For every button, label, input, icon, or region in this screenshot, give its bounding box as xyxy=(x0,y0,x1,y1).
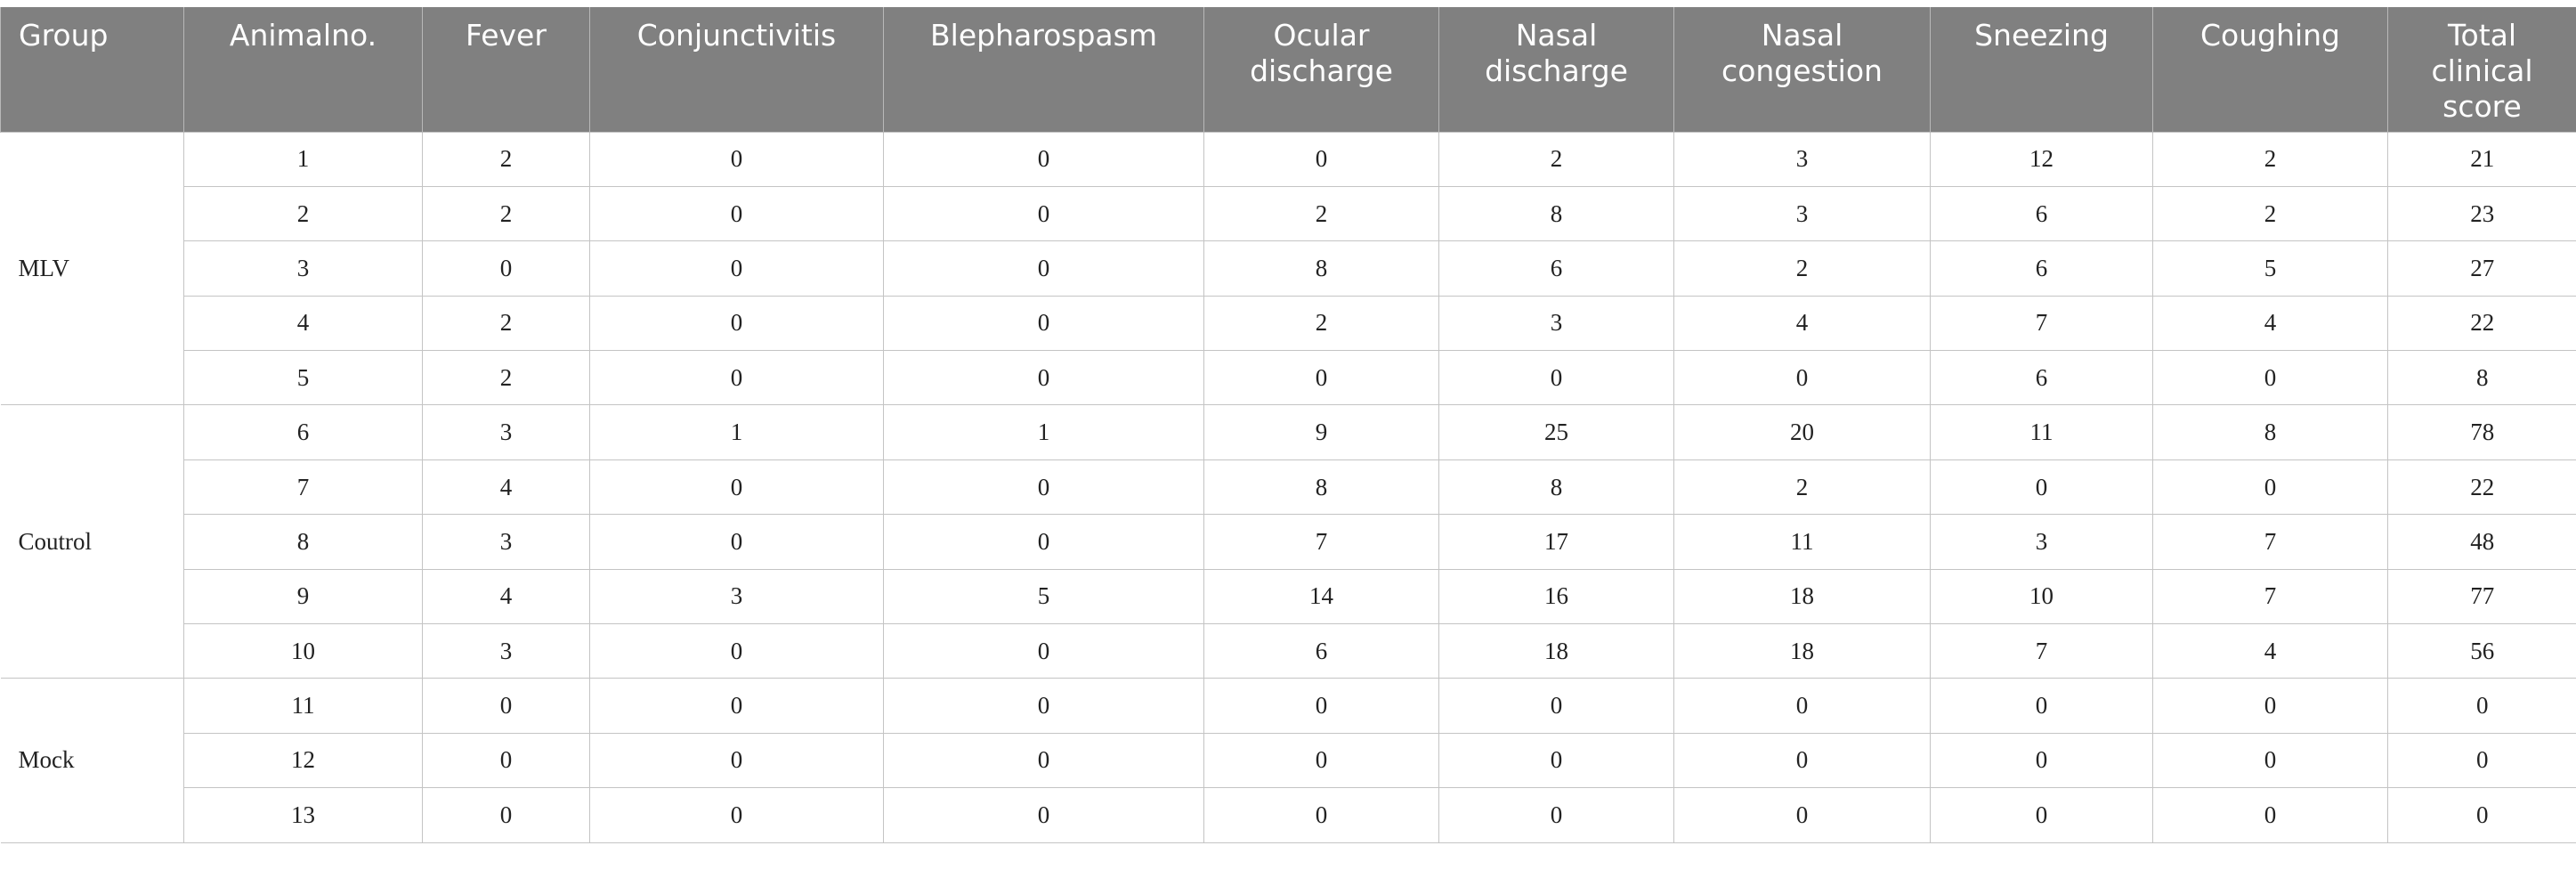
table-cell: 0 xyxy=(590,788,884,842)
table-cell: 7 xyxy=(184,459,423,514)
header-total-clinical-score: Total clinical score xyxy=(2388,7,2576,132)
table-cell: 2 xyxy=(184,186,423,240)
table-cell: 0 xyxy=(1931,459,2153,514)
table-cell: 3 xyxy=(423,515,590,569)
header-ocular-discharge: Ocular discharge xyxy=(1204,7,1439,132)
table-cell: 0 xyxy=(1674,788,1931,842)
table-cell: 0 xyxy=(1439,788,1674,842)
table-cell: 7 xyxy=(2153,569,2388,623)
table-cell: 0 xyxy=(884,132,1204,186)
table-container xyxy=(0,7,2576,843)
table-cell: 3 xyxy=(590,569,884,623)
table-cell: 5 xyxy=(884,569,1204,623)
table-row xyxy=(1,515,2576,569)
table-cell: 23 xyxy=(2388,186,2576,240)
table-cell: 0 xyxy=(2388,733,2576,787)
table-cell: 2 xyxy=(1674,459,1931,514)
table-cell: 4 xyxy=(2153,624,2388,679)
table-cell: 3 xyxy=(184,241,423,296)
table-cell: 7 xyxy=(2153,515,2388,569)
table-cell: 27 xyxy=(2388,241,2576,296)
table-cell: 9 xyxy=(1204,405,1439,459)
table-cell: 1 xyxy=(184,132,423,186)
table-cell: 18 xyxy=(1674,624,1931,679)
table-header xyxy=(1,7,2576,132)
table-row xyxy=(1,733,2576,787)
table-cell: 2 xyxy=(423,296,590,350)
table-cell: 22 xyxy=(2388,296,2576,350)
table-cell: 11 xyxy=(184,679,423,733)
table-cell: 2 xyxy=(1204,296,1439,350)
table-cell: 11 xyxy=(1674,515,1931,569)
table-cell: 56 xyxy=(2388,624,2576,679)
table-cell: 0 xyxy=(1439,679,1674,733)
table-cell: 2 xyxy=(423,132,590,186)
table-cell: 0 xyxy=(590,733,884,787)
header-group: Group xyxy=(1,7,184,132)
table-cell: 0 xyxy=(590,186,884,240)
table-cell: 6 xyxy=(1931,351,2153,405)
table-row xyxy=(1,624,2576,679)
table-cell: 1 xyxy=(884,405,1204,459)
table-cell: 3 xyxy=(1931,515,2153,569)
table-cell: 6 xyxy=(184,405,423,459)
table-cell: 1 xyxy=(590,405,884,459)
table-cell: 0 xyxy=(423,679,590,733)
table-cell: 10 xyxy=(184,624,423,679)
table-cell: 20 xyxy=(1674,405,1931,459)
table-cell: 0 xyxy=(1204,788,1439,842)
table-cell: 4 xyxy=(2153,296,2388,350)
table-cell: 3 xyxy=(1439,296,1674,350)
table-row xyxy=(1,186,2576,240)
table-cell: 4 xyxy=(423,569,590,623)
table-cell: 2 xyxy=(2153,186,2388,240)
table-cell: 0 xyxy=(2153,351,2388,405)
table-cell: 8 xyxy=(2388,351,2576,405)
table-cell: 0 xyxy=(884,296,1204,350)
table-cell: 18 xyxy=(1439,624,1674,679)
table-cell: 0 xyxy=(423,733,590,787)
table-cell: 0 xyxy=(590,296,884,350)
table-cell: 16 xyxy=(1439,569,1674,623)
table-row xyxy=(1,569,2576,623)
table-cell: 8 xyxy=(184,515,423,569)
table-cell: 4 xyxy=(423,459,590,514)
header-conjunctivitis: Conjunctivitis xyxy=(590,7,884,132)
table-cell: 0 xyxy=(2153,679,2388,733)
table-cell: 21 xyxy=(2388,132,2576,186)
table-cell: 0 xyxy=(590,459,884,514)
table-cell: 2 xyxy=(1439,132,1674,186)
table-cell: 5 xyxy=(184,351,423,405)
table-cell: 8 xyxy=(1204,459,1439,514)
table-cell: 2 xyxy=(1204,186,1439,240)
header-coughing: Coughing xyxy=(2153,7,2388,132)
header-blepharospasm: Blepharospasm xyxy=(884,7,1204,132)
table-cell: 14 xyxy=(1204,569,1439,623)
table-cell: 25 xyxy=(1439,405,1674,459)
table-cell: 22 xyxy=(2388,459,2576,514)
table-row xyxy=(1,132,2576,186)
table-cell: 0 xyxy=(884,679,1204,733)
table-cell: 13 xyxy=(184,788,423,842)
table-cell: 0 xyxy=(1204,733,1439,787)
table-cell: 7 xyxy=(1931,296,2153,350)
table-cell: 77 xyxy=(2388,569,2576,623)
table-cell: 7 xyxy=(1204,515,1439,569)
table-cell: 8 xyxy=(1439,186,1674,240)
table-cell: 0 xyxy=(884,351,1204,405)
table-row xyxy=(1,405,2576,459)
table-cell: 4 xyxy=(184,296,423,350)
table-cell: 6 xyxy=(1931,241,2153,296)
table-cell: 8 xyxy=(1439,459,1674,514)
table-cell: 0 xyxy=(1204,351,1439,405)
header-row xyxy=(1,7,2576,132)
table-cell: 6 xyxy=(1439,241,1674,296)
table-cell: 9 xyxy=(184,569,423,623)
table-cell: 0 xyxy=(884,515,1204,569)
table-row xyxy=(1,788,2576,842)
table-cell: 0 xyxy=(2153,459,2388,514)
table-cell: 5 xyxy=(2153,241,2388,296)
table-cell: 8 xyxy=(1204,241,1439,296)
table-cell: 0 xyxy=(1204,132,1439,186)
group-label-cell: Mock xyxy=(1,679,184,842)
table-cell: 0 xyxy=(590,132,884,186)
table-cell: 0 xyxy=(1931,733,2153,787)
table-cell: 0 xyxy=(884,788,1204,842)
table-cell: 6 xyxy=(1931,186,2153,240)
table-cell: 0 xyxy=(884,459,1204,514)
table-cell: 12 xyxy=(184,733,423,787)
table-cell: 18 xyxy=(1674,569,1931,623)
header-animal-no: Animalno. xyxy=(184,7,423,132)
table-row xyxy=(1,351,2576,405)
table-cell: 0 xyxy=(884,186,1204,240)
table-body xyxy=(1,132,2576,842)
table-cell: 0 xyxy=(590,241,884,296)
group-label-cell: MLV xyxy=(1,132,184,405)
table-cell: 0 xyxy=(590,351,884,405)
table-cell: 0 xyxy=(2153,788,2388,842)
table-cell: 3 xyxy=(1674,186,1931,240)
header-sneezing: Sneezing xyxy=(1931,7,2153,132)
table-cell: 0 xyxy=(2153,733,2388,787)
table-cell: 3 xyxy=(423,624,590,679)
table-row xyxy=(1,296,2576,350)
table-cell: 0 xyxy=(590,515,884,569)
header-nasal-discharge: Nasal discharge xyxy=(1439,7,1674,132)
table-row xyxy=(1,459,2576,514)
table-cell: 78 xyxy=(2388,405,2576,459)
table-cell: 0 xyxy=(1439,351,1674,405)
table-cell: 10 xyxy=(1931,569,2153,623)
clinical-score-table xyxy=(0,7,2576,843)
table-cell: 2 xyxy=(423,186,590,240)
table-cell: 2 xyxy=(1674,241,1931,296)
table-row xyxy=(1,241,2576,296)
table-cell: 3 xyxy=(423,405,590,459)
table-cell: 0 xyxy=(884,241,1204,296)
table-cell: 0 xyxy=(884,733,1204,787)
table-cell: 0 xyxy=(2388,679,2576,733)
table-cell: 2 xyxy=(2153,132,2388,186)
table-cell: 0 xyxy=(1204,679,1439,733)
table-cell: 0 xyxy=(884,624,1204,679)
table-cell: 11 xyxy=(1931,405,2153,459)
table-cell: 0 xyxy=(1674,351,1931,405)
table-cell: 0 xyxy=(1439,733,1674,787)
table-cell: 7 xyxy=(1931,624,2153,679)
table-cell: 0 xyxy=(1931,788,2153,842)
table-cell: 0 xyxy=(590,624,884,679)
table-cell: 0 xyxy=(1674,733,1931,787)
table-cell: 4 xyxy=(1674,296,1931,350)
table-cell: 0 xyxy=(1674,679,1931,733)
table-cell: 48 xyxy=(2388,515,2576,569)
header-fever: Fever xyxy=(423,7,590,132)
table-cell: 0 xyxy=(590,679,884,733)
table-cell: 8 xyxy=(2153,405,2388,459)
table-row xyxy=(1,679,2576,733)
table-cell: 0 xyxy=(2388,788,2576,842)
table-cell: 12 xyxy=(1931,132,2153,186)
table-cell: 17 xyxy=(1439,515,1674,569)
group-label-cell: Coutrol xyxy=(1,405,184,679)
table-cell: 3 xyxy=(1674,132,1931,186)
table-cell: 6 xyxy=(1204,624,1439,679)
table-cell: 0 xyxy=(423,788,590,842)
table-cell: 0 xyxy=(1931,679,2153,733)
table-cell: 0 xyxy=(423,241,590,296)
table-cell: 2 xyxy=(423,351,590,405)
header-nasal-congestion: Nasal congestion xyxy=(1674,7,1931,132)
